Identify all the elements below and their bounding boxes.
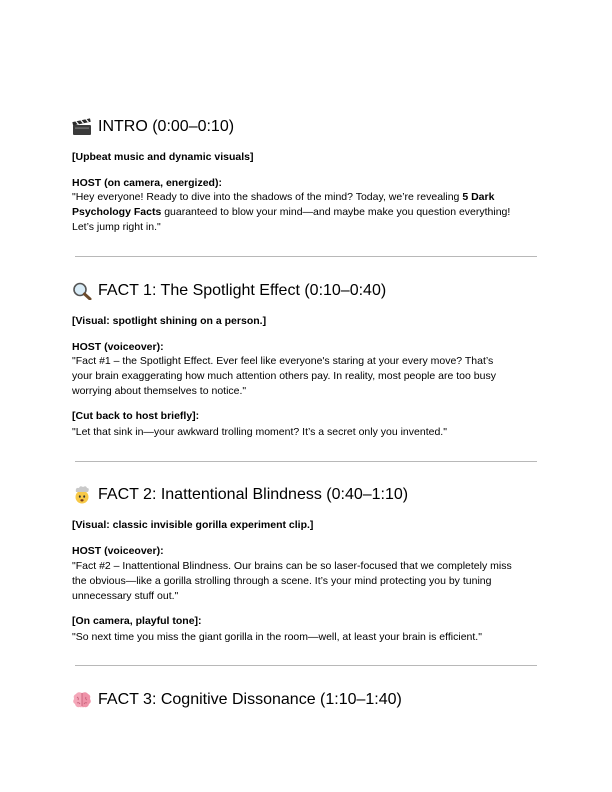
section-divider bbox=[75, 256, 537, 257]
fact2-heading bbox=[72, 485, 540, 505]
fact1-speaker: HOST (voiceover): bbox=[72, 341, 164, 353]
fact2-line-3: unnecessary stuff out." bbox=[72, 590, 179, 602]
fact2-heading-text: FACT 2: Inattentional Blindness (0:40–1:10) bbox=[98, 486, 409, 503]
fact1-heading bbox=[72, 281, 540, 301]
fact2-cue-2: [On camera, playful tone]: bbox=[72, 615, 202, 627]
fact3-heading bbox=[72, 690, 540, 710]
intro-heading bbox=[72, 117, 540, 137]
intro-line-2-bold: Psychology Facts bbox=[72, 206, 162, 218]
fact1-cue: [Visual: spotlight shining on a person.] bbox=[72, 315, 267, 327]
intro-section bbox=[72, 117, 540, 233]
fact3-heading-text: FACT 3: Cognitive Dissonance (1:10–1:40) bbox=[98, 691, 402, 708]
fact2-section bbox=[72, 485, 540, 643]
fact2-speaker: HOST (voiceover): bbox=[72, 545, 164, 557]
fact2-line-2: the obvious—like a gorilla strolling through a scene. It’s your mind protecting you by tuning bbox=[72, 575, 492, 587]
fact2-cue: [Visual: classic invisible gorilla experiment clip.] bbox=[72, 519, 314, 531]
intro-heading-text: INTRO (0:00–0:10) bbox=[98, 118, 235, 135]
fact1-line-2: your brain exaggerating how much attention others pay. In reality, most people are too busy bbox=[72, 370, 496, 382]
intro-line-3: Let’s jump right in." bbox=[72, 221, 161, 233]
intro-line-1 bbox=[72, 190, 494, 205]
intro-line-1-bold: 5 Dark bbox=[462, 191, 495, 203]
fact1-heading-text: FACT 1: The Spotlight Effect (0:10–0:40) bbox=[98, 282, 387, 299]
magnifying-glass-icon bbox=[72, 282, 92, 300]
section-divider bbox=[75, 665, 537, 666]
fact2-line-1: "Fact #2 – Inattentional Blindness. Our brains can be so laser-focused that we completely miss bbox=[72, 560, 512, 572]
fact1-section bbox=[72, 281, 540, 438]
intro-line-2-text: guaranteed to blow your mind—and maybe make you question everything! bbox=[161, 206, 511, 218]
fact3-section bbox=[72, 690, 540, 710]
intro-cue: [Upbeat music and dynamic visuals] bbox=[72, 151, 254, 163]
brain-icon bbox=[72, 691, 92, 709]
fact1-line-4: "Let that sink in—your awkward trolling moment? It’s a secret only you invented." bbox=[72, 426, 447, 438]
clapper-board-icon bbox=[72, 118, 92, 136]
intro-line-2 bbox=[72, 205, 510, 220]
exploding-head-icon bbox=[72, 486, 92, 504]
fact1-line-3: worrying about themselves to notice." bbox=[72, 385, 247, 397]
fact2-line-4: "So next time you miss the giant gorilla in the room—well, at least your brain is efficient." bbox=[72, 631, 482, 643]
section-divider bbox=[75, 461, 537, 462]
fact1-cue-2: [Cut back to host briefly]: bbox=[72, 410, 200, 422]
fact1-line-1: "Fact #1 – the Spotlight Effect. Ever feel like everyone's staring at your every move? That’s bbox=[72, 355, 494, 367]
intro-speaker: HOST (on camera, energized): bbox=[72, 177, 222, 189]
intro-line-1-text: "Hey everyone! Ready to dive into the shadows of the mind? Today, we’re revealing bbox=[72, 191, 463, 203]
